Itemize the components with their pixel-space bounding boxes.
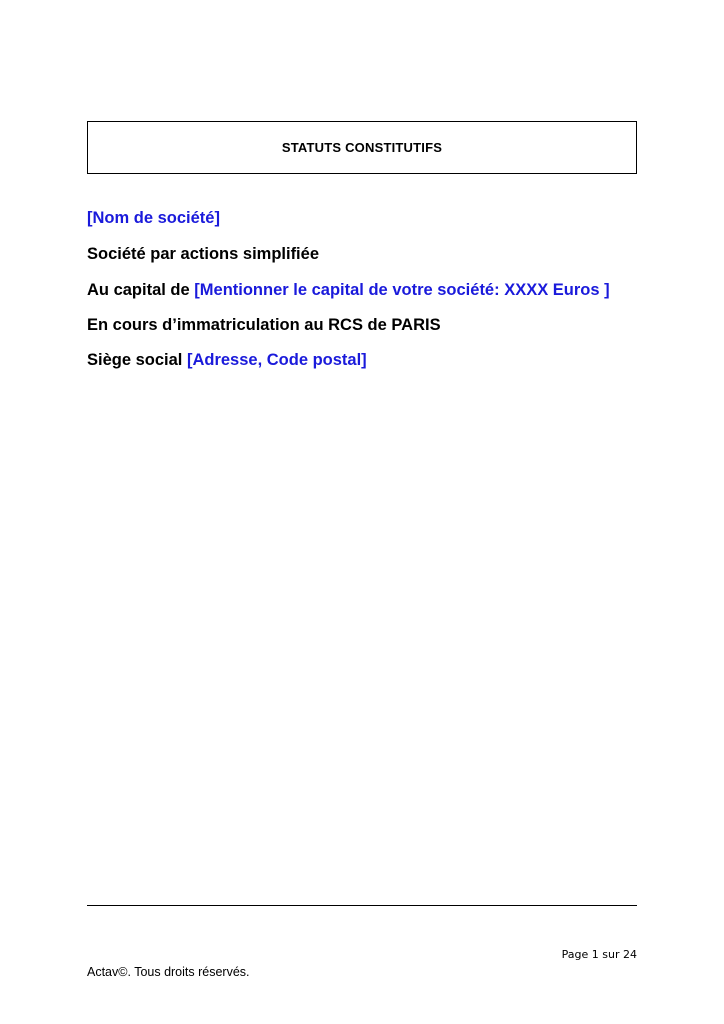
seat-label: Siège social	[87, 351, 187, 369]
page-number: Page 1 sur 24	[561, 948, 637, 961]
copyright-notice: Actav©. Tous droits réservés.	[87, 965, 250, 979]
registration-text: En cours d’immatriculation au RCS de PARIS	[87, 316, 441, 334]
seat-line	[87, 351, 367, 370]
registration-line	[87, 316, 441, 335]
capital-placeholder: [Mentionner le capital de votre société: XXXX Euros ]	[194, 281, 610, 299]
document-title: STATUTS CONSTITUTIFS	[281, 140, 443, 155]
capital-label: Au capital de	[87, 281, 195, 299]
title-box	[87, 121, 637, 174]
footer-divider	[87, 905, 637, 906]
capital-line	[87, 281, 610, 300]
company-form: Société par actions simplifiée	[87, 245, 319, 263]
company-name-placeholder: [Nom de société]	[87, 209, 220, 227]
seat-placeholder: [Adresse, Code postal]	[186, 351, 367, 369]
company-name-line	[87, 209, 220, 228]
company-form-line	[87, 245, 319, 264]
